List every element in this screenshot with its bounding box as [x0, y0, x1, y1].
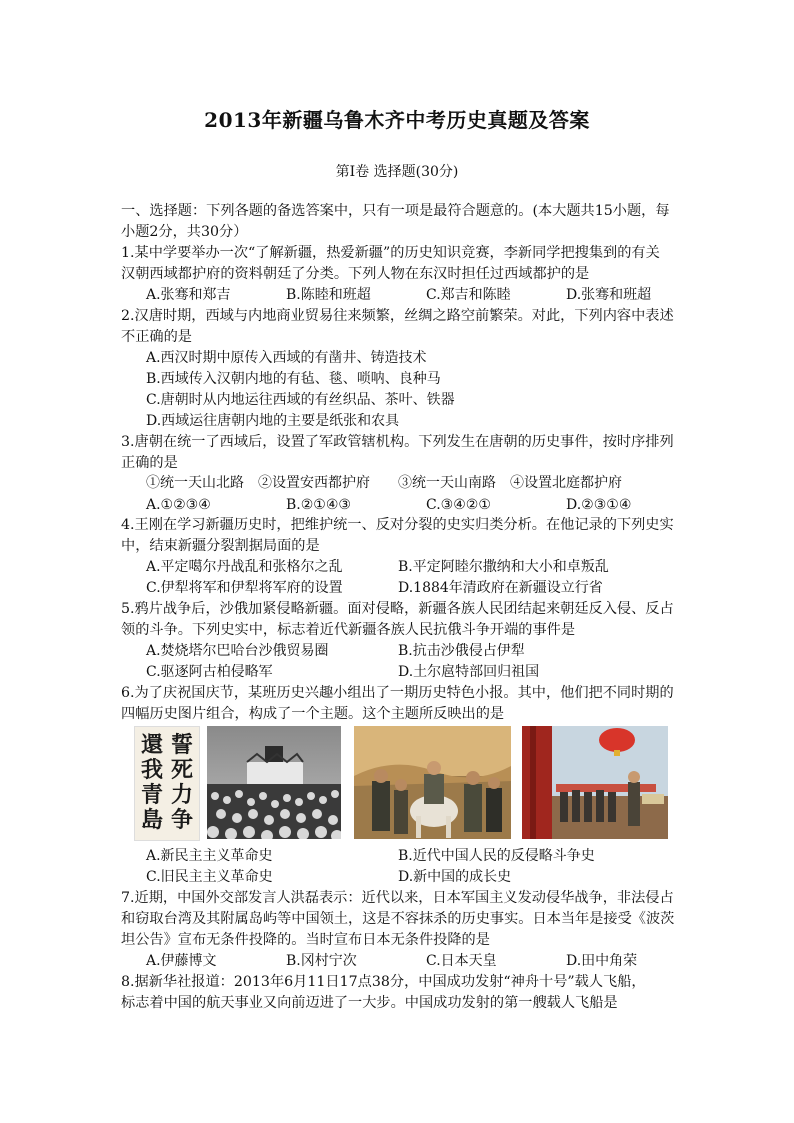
slogan-char: 島 [140, 807, 163, 833]
question-8-stem: 标志着中国的航天事业又向前迈进了一大步。中国成功发射的第一艘载人飞船是 [121, 995, 618, 1011]
question-7-stem: 7.近期，中国外交部发言人洪磊表示：近代以来，日本军国主义发动侵华战争，非法侵占 [121, 890, 674, 906]
crowd-photo-graphic [207, 726, 341, 839]
slogan-char: 青 [140, 782, 163, 808]
question-3-option-b: B.②①④③ [286, 497, 351, 513]
slogan-char: 還 [140, 732, 163, 758]
question-6-stem: 四幅历史图片组合，构成了一个主题。这个主题所反映出的是 [121, 706, 505, 722]
question-6-option-d: D.新中国的成长史 [398, 869, 512, 885]
question-4-stem: 中，结束新疆分裂割据局面的是 [121, 538, 320, 554]
question-4-stem: 4.王刚在学习新疆历史时，把维护统一、反对分裂的史实归类分析。在他记录的下列史实 [121, 517, 674, 533]
question-3-option-a: A.①②③④ [146, 497, 211, 513]
question-5-option-d: D.土尔扈特部回归祖国 [398, 664, 540, 680]
question-4-option-c: C.伊犁将军和伊犁将军府的设置 [146, 580, 343, 596]
page-title: 2013年新疆乌鲁木齐中考历史真题及答案 [204, 108, 590, 132]
question-2-option-c: C.唐朝时从内地运往西域的有丝织品、茶叶、铁器 [146, 392, 455, 408]
question-6-option-a: A.新民主主义革命史 [146, 848, 273, 864]
question-3-option-d: D.②③①④ [566, 497, 632, 513]
question-2-option-d: D.西域运往唐朝内地的主要是纸张和农具 [146, 413, 400, 429]
question-5-option-c: C.驱逐阿古柏侵略军 [146, 664, 273, 680]
question-2-option-a: A.西汉时期中原传入西域的有凿井、铸造技术 [146, 350, 427, 366]
question-7-stem: 和窃取台湾及其附属岛屿等中国领土，这是不容抹杀的历史事实。日本当年是接受《波茨 [121, 911, 675, 927]
question-6-option-c: C.旧民主主义革命史 [146, 869, 273, 885]
question-3-events: ①统一天山北路 ②设置安西都护府 ③统一天山南路 ④设置北庭都护府 [146, 475, 622, 491]
slogan-char: 誓 [170, 732, 193, 758]
question-7-stem: 坦公告》宣布无条件投降的。当时宣布日本无条件投降的是 [121, 932, 490, 948]
question-1-option-a: A.张骞和郑吉 [146, 287, 231, 303]
ceremony-painting-graphic [522, 726, 668, 839]
question-1-stem: 1.某中学要举办一次“了解新疆，热爱新疆”的历史知识竞赛，李新同学把搜集到的有关 [121, 245, 660, 261]
founding-ceremony-painting [522, 726, 668, 839]
question-2-stem: 不正确的是 [121, 329, 192, 345]
slogan-char: 力 [170, 782, 193, 808]
question-7-option-a: A.伊藤博文 [146, 953, 217, 969]
question-7-option-b: B.冈村宁次 [286, 953, 357, 969]
historical-crowd-photo [207, 726, 341, 839]
question-1-stem: 汉朝西域都护府的资料朝廷了分类。下列人物在东汉时担任过西域都护的是 [121, 266, 590, 282]
question-2-stem: 2.汉唐时期，西域与内地商业贸易往来频繁，丝绸之路空前繁荣。对此，下列内容中表述 [121, 308, 674, 324]
question-1-option-d: D.张骞和班超 [566, 287, 652, 303]
section-intro-line: 小题2分，共30分） [121, 224, 248, 240]
question-7-option-c: C.日本天皇 [426, 953, 497, 969]
question-3-stem: 3.唐朝在统一了西域后，设置了军政管辖机构。下列发生在唐朝的历史事件，按时序排列 [121, 434, 674, 450]
question-3-option-c: C.③④②① [426, 497, 491, 513]
question-2-option-b: B.西域传入汉朝内地的有毡、毯、唢呐、良种马 [146, 371, 441, 387]
question-7-option-d: D.田中角荣 [566, 953, 638, 969]
section-subtitle: 第Ⅰ卷 选择题(30分) [335, 164, 459, 180]
section-intro-line: 一、选择题：下列各题的备选答案中，只有一项是最符合题意的。(本大题共15小题，每 [121, 203, 670, 219]
question-1-option-c: C.郑吉和陈睦 [426, 287, 511, 303]
question-5-option-a: A.焚烧塔尔巴哈台沙俄贸易圈 [146, 643, 329, 659]
question-8-stem: 8.据新华社报道：2013年6月11日17点38分，中国成功发射“神舟十号”载人飞船， [121, 974, 646, 990]
question-5-stem: 领的斗争。下列史实中，标志着近代新疆各族人民抗俄斗争开端的事件是 [121, 622, 576, 638]
question-6-stem: 6.为了庆祝国庆节，某班历史兴趣小组出了一期历史特色小报。其中，他们把不同时期的 [121, 685, 674, 701]
question-4-option-d: D.1884年清政府在新疆设立行省 [398, 580, 603, 596]
calligraphy-slogan-image [134, 726, 200, 841]
question-4-option-a: A.平定噶尔丹战乱和张格尔之乱 [146, 559, 343, 575]
slogan-char: 我 [140, 757, 163, 783]
question-3-stem: 正确的是 [121, 455, 178, 471]
question-5-option-b: B.抗击沙俄侵占伊犁 [398, 643, 525, 659]
question-6-option-b: B.近代中国人民的反侵略斗争史 [398, 848, 595, 864]
slogan-char: 死 [170, 757, 193, 783]
question-1-option-b: B.陈睦和班超 [286, 287, 371, 303]
question-4-option-b: B.平定阿睦尔撒纳和大小和卓叛乱 [398, 559, 609, 575]
horseback-soldiers-painting [354, 726, 511, 839]
question-5-stem: 5.鸦片战争后，沙俄加紧侵略新疆。面对侵略，新疆各族人民团结起来朝廷反入侵、反占 [121, 601, 674, 617]
slogan-char: 争 [170, 807, 193, 833]
horseback-painting-graphic [354, 726, 511, 839]
